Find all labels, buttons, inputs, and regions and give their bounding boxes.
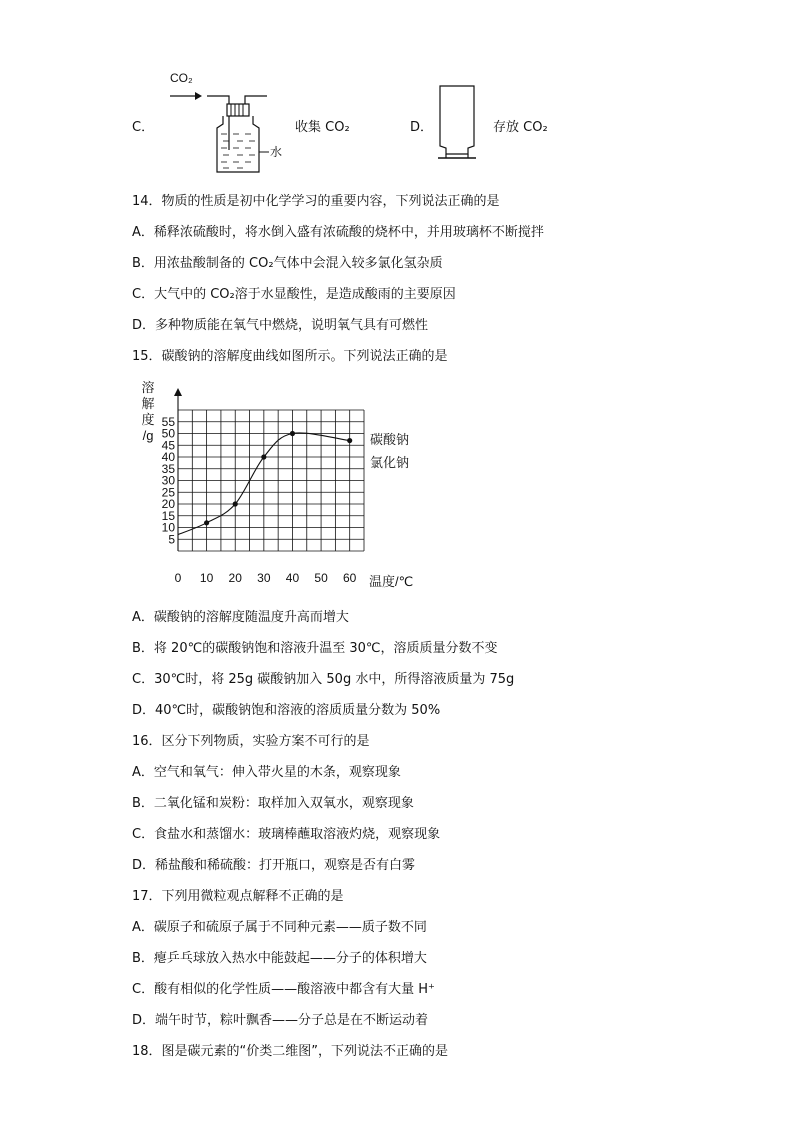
legend-sodium-chloride: 氯化钠 [370, 455, 410, 470]
option-d-caption: 存放 CO₂ [493, 120, 548, 135]
x-tick-label: 0 [174, 571, 182, 585]
q16-option-d: D．稀盐酸和稀硫酸：打开瓶口，观察是否有白雾 [132, 858, 416, 873]
solubility-chart [132, 375, 432, 590]
y-label-char: 解 [141, 396, 155, 411]
y-axis-arrowhead [174, 388, 182, 396]
y-tick-label: 50 [161, 426, 175, 441]
y-tick-label: 15 [161, 508, 175, 523]
chart-y-label [141, 380, 154, 443]
x-tick-label: 50 [314, 571, 328, 585]
inverted-bottle [440, 86, 474, 154]
q16-option-a: A．空气和氧气：伸入带火星的木条，观察现象 [132, 765, 401, 780]
chart-axes [174, 388, 182, 551]
q14-stem: 14．物质的性质是初中化学学习的重要内容，下列说法正确的是 [132, 194, 500, 209]
y-tick-label: 40 [161, 450, 175, 464]
y-label-char: 溶 [141, 380, 155, 395]
legend-sodium-carbonate: 碳酸钠 [370, 432, 410, 447]
inverted-bottle-diagram [436, 84, 486, 164]
data-point [290, 431, 295, 436]
data-point [233, 501, 238, 506]
q15-option-d: D．40℃时，碳酸钠饱和溶液的溶质质量分数为 50% [132, 703, 441, 718]
x-tick-label: 30 [257, 571, 271, 585]
y-label-char: /g [142, 428, 154, 443]
x-tick-label: 60 [343, 571, 357, 585]
y-tick-label: 30 [161, 473, 175, 488]
q15-option-b: B．将 20℃的碳酸钠饱和溶液升温至 30℃，溶质质量分数不变 [132, 641, 498, 656]
option-c-label: C． [132, 120, 155, 135]
chart-y-ticks [162, 415, 176, 547]
q16-option-c: C．食盐水和蒸馏水：玻璃棒蘸取溶液灼烧，观察现象 [132, 827, 441, 842]
q17-option-c: C．酸有相似的化学性质——酸溶液中都含有大量 H⁺ [132, 982, 435, 997]
chart-x-ticks [175, 571, 357, 585]
q17-stem: 17．下列用微粒观点解释不正确的是 [132, 889, 344, 904]
inlet-arrowhead [195, 92, 202, 100]
data-point [347, 438, 352, 443]
q17-option-a: A．碳原子和硫原子属于不同种元素——质子数不同 [132, 920, 427, 935]
y-tick-label: 10 [161, 520, 175, 535]
y-tick-label: 55 [161, 414, 175, 429]
q17-option-d: D．端午时节，粽叶飘香——分子总是在不断运动着 [132, 1013, 429, 1028]
q14-option-b: B．用浓盐酸制备的 CO₂气体中会混入较多氯化氢杂质 [132, 256, 443, 271]
bottle [217, 116, 259, 172]
water-fill [221, 134, 255, 168]
q15-option-c: C．30℃时，将 25g 碳酸钠加入 50g 水中，所得溶液质量为 75g [132, 672, 515, 687]
co2-inlet-label: CO₂ [170, 71, 193, 85]
y-tick-label: 20 [161, 497, 175, 511]
q14-option-a: A．稀释浓硫酸时，将水倒入盛有浓硫酸的烧杯中，并用玻璃杯不断搅拌 [132, 225, 544, 240]
data-point [261, 454, 266, 459]
q16-option-b: B．二氧化锰和炭粉：取样加入双氧水，观察现象 [132, 796, 414, 811]
q16-stem: 16．区分下列物质，实验方案不可行的是 [132, 734, 370, 749]
x-tick-label: 10 [199, 571, 214, 585]
y-tick-label: 35 [161, 461, 175, 476]
x-tick-label: 40 [285, 571, 300, 585]
y-label-char: 度 [141, 412, 155, 427]
y-tick-label: 25 [161, 485, 175, 500]
q17-option-b: B．瘪乒乓球放入热水中能鼓起——分子的体积增大 [132, 951, 427, 966]
chart-grid [178, 410, 364, 551]
water-label: 水 [270, 145, 283, 159]
q18-stem: 18．图是碳元素的“价类二维图”，下列说法不正确的是 [132, 1044, 449, 1059]
chart-x-label: 温度/℃ [369, 574, 414, 589]
option-c-caption: 收集 CO₂ [295, 120, 350, 135]
q14-option-c: C．大气中的 CO₂溶于水显酸性，是造成酸雨的主要原因 [132, 287, 456, 302]
q15-stem: 15．碳酸钠的溶解度曲线如图所示。下列说法正确的是 [132, 349, 448, 364]
gas-collection-bottle-diagram [165, 68, 305, 178]
data-point [204, 520, 209, 525]
q14-option-d: D．多种物质能在氧气中燃烧，说明氧气具有可燃性 [132, 318, 429, 333]
stopper [227, 104, 249, 116]
q15-option-a: A．碳酸钠的溶解度随温度升高而增大 [132, 610, 349, 625]
option-d-label: D． [410, 120, 434, 135]
left-tube [207, 96, 229, 150]
y-tick-label: 45 [161, 438, 175, 453]
y-tick-label: 5 [168, 532, 175, 547]
x-tick-label: 20 [228, 571, 242, 585]
